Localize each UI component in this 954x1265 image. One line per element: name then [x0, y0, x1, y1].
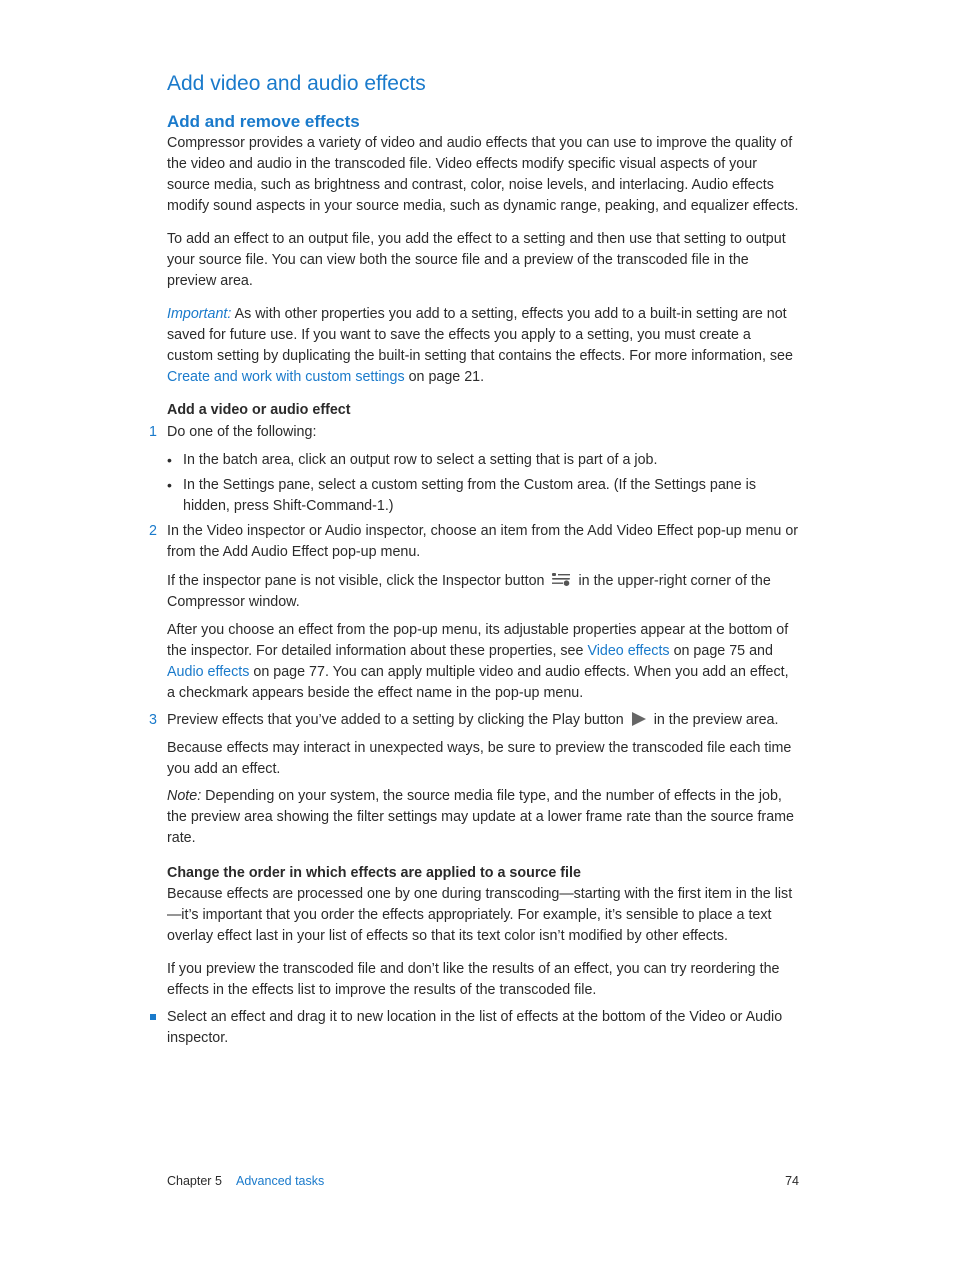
- step-text-a: Preview effects that you’ve added to a setting by clicking the Play button: [167, 712, 624, 728]
- page-number: 74: [785, 1174, 799, 1188]
- important-after: on page 21.: [408, 369, 485, 385]
- task-heading-add-effect: Add a video or audio effect: [167, 402, 351, 418]
- bullet-text: In the Settings pane, select a custom setting from the Custom area. (If the Settings pane is hidden, press Shift-Command-1.): [183, 477, 756, 514]
- important-label: Important:: [167, 306, 232, 322]
- step-1: [149, 422, 799, 443]
- properties-text-c: on page 77. You can apply multiple video and audio effects. When you add an effect, a checkmark appears beside the effect name in the pop-up menu.: [167, 664, 789, 701]
- step-2: [149, 521, 799, 563]
- intro-paragraph: Compressor provides a variety of video and audio effects that you can use to improve the quality of the video and audio in the transcoded file. Video effects modify specific visual aspects of your source media, such as brightness and contrast, color, noise levels, and interlacing. Audio effects modify sound aspects in your source media, such as dynamic range, peaking, and equalizer effects.: [167, 135, 799, 214]
- order-paragraph: Because effects are processed one by one during transcoding—starting with the first item in the list—it’s important that you order the effects appropriately. For example, it’s sensible to place a text overlay effect last in your list of effects so that its text color isn’t modified by other effects.: [167, 886, 793, 944]
- step-3: [149, 710, 799, 731]
- inspector-note-text-a: If the inspector pane is not visible, click the Inspector button: [167, 573, 545, 589]
- effects-properties-paragraph: [167, 620, 799, 704]
- video-effects-link[interactable]: Video effects: [587, 643, 670, 659]
- note-label: Note:: [167, 788, 202, 804]
- bullet-text: Select an effect and drag it to new location in the list of effects at the bottom of the Video or Audio inspector.: [167, 1009, 783, 1046]
- important-paragraph: [167, 304, 799, 388]
- list-item: [167, 450, 799, 471]
- step-number: 1: [149, 424, 157, 440]
- task-heading-change-order: Change the order in which effects are applied to a source file: [167, 865, 581, 881]
- inspector-note-text-b: in the upper-right corner of the Compressor window.: [167, 573, 771, 610]
- add-effect-paragraph: To add an effect to an output file, you add the effect to a setting and then use that setting to output your source file. You can view both the source file and a preview of the transcoded file in the preview area.: [167, 231, 786, 289]
- footer-section-link[interactable]: Advanced tasks: [236, 1174, 325, 1188]
- properties-text-a: After you choose an effect from the pop-up menu, its adjustable properties appear at the bottom of the inspector. For detailed information about these properties, see: [167, 622, 789, 659]
- properties-text-b: on page 75 and: [673, 643, 773, 659]
- footer-chapter: Chapter 5: [167, 1174, 222, 1188]
- note-paragraph: [167, 786, 799, 849]
- bullet-text: In the batch area, click an output row to select a setting that is part of a job.: [183, 452, 658, 468]
- square-bullet: [150, 1014, 156, 1020]
- step-text: Do one of the following:: [167, 424, 317, 440]
- reorder-paragraph: If you preview the transcoded file and don’t like the results of an effect, you can try reordering the effects in the effects list to improve the results of the transcoded file.: [167, 961, 780, 998]
- step-number: 3: [149, 712, 157, 728]
- bullet-dot: •: [167, 477, 172, 493]
- play-icon: [631, 712, 647, 726]
- list-item: [167, 475, 799, 517]
- important-text: As with other properties you add to a setting, effects you add to a built-in setting are not saved for future use. If you want to save the effects you apply to a setting, you must create a custom setting by duplicating the built-in setting that contains the effects. For more information, see: [167, 306, 793, 364]
- bullet-dot: •: [167, 452, 172, 468]
- inspector-note: [167, 571, 799, 613]
- page-title: Add video and audio effects: [167, 72, 426, 95]
- section-heading: Add and remove effects: [167, 112, 360, 131]
- audio-effects-link[interactable]: Audio effects: [167, 664, 250, 680]
- preview-paragraph: Because effects may interact in unexpected ways, be sure to preview the transcoded file each time you add an effect.: [167, 740, 792, 777]
- list-item: [167, 1007, 799, 1049]
- step-text: In the Video inspector or Audio inspector, choose an item from the Add Video Effect pop-up menu or from the Add Audio Effect pop-up menu.: [167, 523, 799, 560]
- step-text-b: in the preview area.: [653, 712, 779, 728]
- custom-settings-link[interactable]: Create and work with custom settings: [167, 369, 405, 385]
- inspector-icon: [551, 572, 571, 587]
- step-number: 2: [149, 523, 157, 539]
- note-text: Depending on your system, the source media file type, and the number of effects in the job, the preview area showing the filter settings may update at a lower frame rate than the source frame rate.: [167, 788, 795, 846]
